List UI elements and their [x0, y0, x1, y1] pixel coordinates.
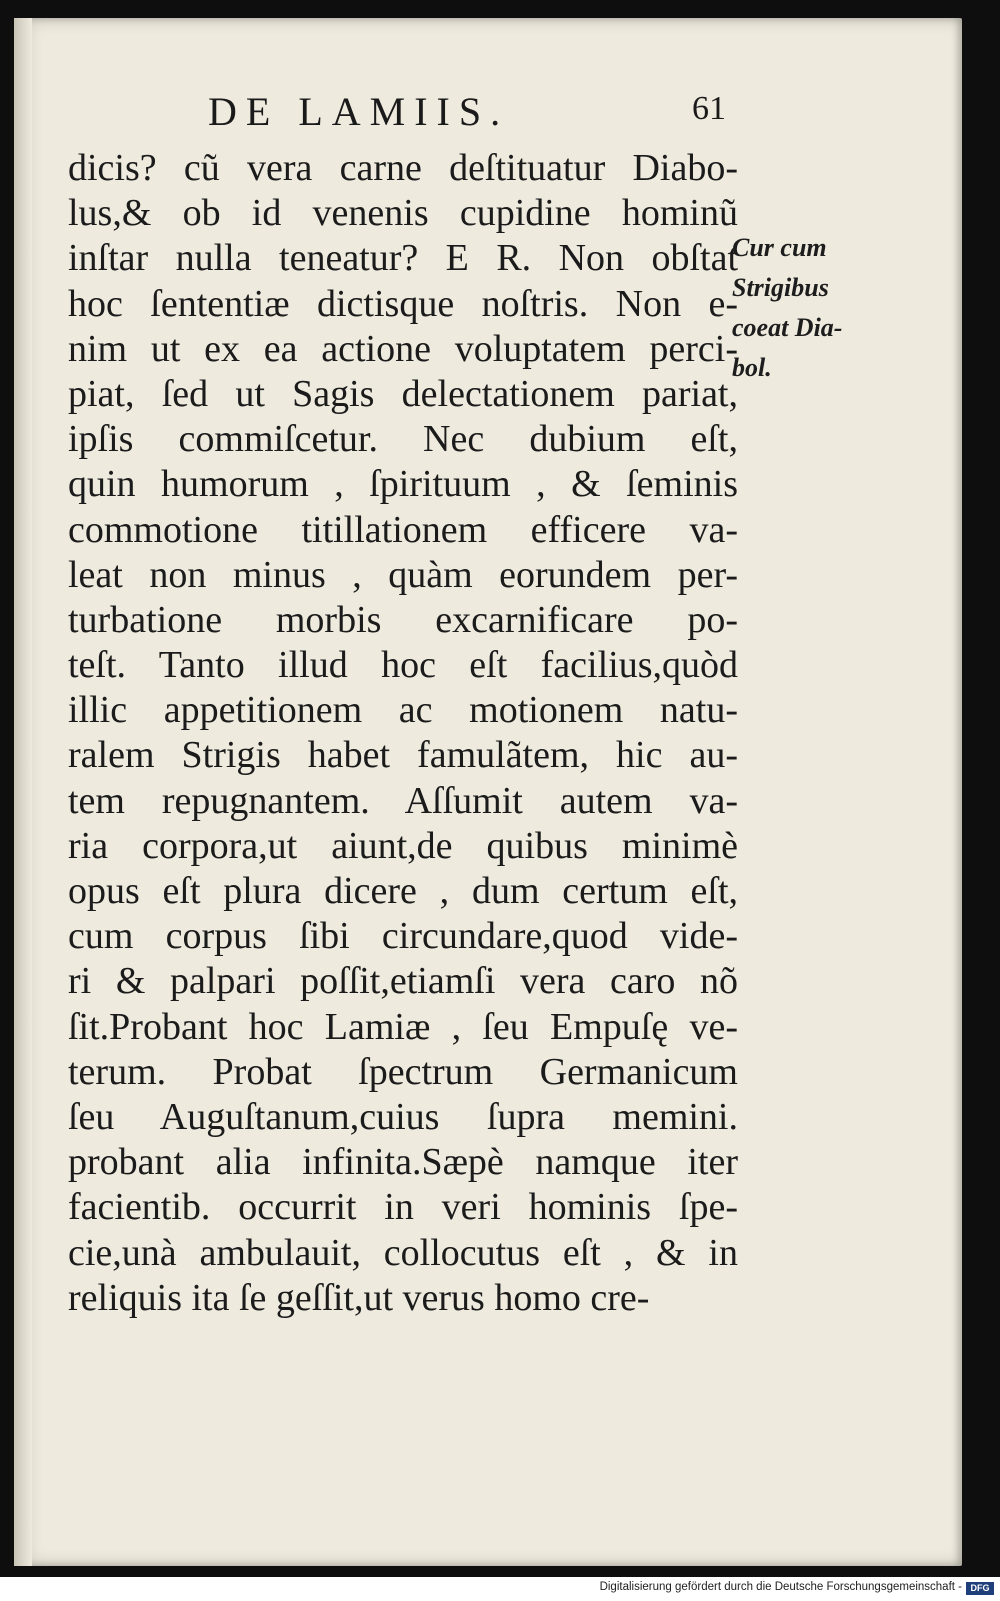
body-line: ria corpora,ut aiunt,de quibus minimè: [68, 824, 738, 867]
body-line: ſit.Probant hoc Lamiæ , ſeu Empuſę ve-: [68, 1005, 738, 1048]
marginal-note-line: Strigibus: [732, 273, 829, 302]
running-title: DE LAMIIS.: [208, 89, 510, 134]
body-line: probant alia infinita.Sæpè namque iter: [68, 1141, 738, 1184]
body-line: cie,unà ambulauit, collocutus eſt , & in: [68, 1231, 738, 1274]
body-line: opus eſt plura dicere , dum certum eſt,: [68, 870, 738, 912]
body-line: quin humorum , ſpirituum , & ſeminis: [68, 463, 738, 506]
body-line: teſt. Tanto illud hoc eſt facilius,quòd: [68, 644, 738, 687]
body-line: dicis? cũ vera carne deſtituatur Diabo-: [68, 147, 738, 189]
page-number: 61: [692, 90, 726, 127]
marginal-note-line: bol.: [732, 353, 772, 382]
footer-bar: [0, 1577, 1000, 1601]
marginal-note: [732, 228, 872, 388]
body-line: ri & palpari poſſit,etiamſi vera caro nõ: [68, 960, 738, 1003]
body-line: tem repugnantem. Aſſumit autem va-: [68, 779, 738, 822]
body-line: terum. Probat ſpectrum Germanicum: [68, 1050, 738, 1093]
marginal-note-line: coeat Dia-: [732, 313, 843, 342]
page-gutter-shadow: [14, 18, 32, 1566]
dfg-logo-icon: DFG: [966, 1582, 994, 1595]
body-line: turbatione morbis excarnificare po-: [68, 598, 738, 641]
body-line: lus,& ob id venenis cupidine hominũ: [68, 192, 738, 235]
body-line: cum corpus ſibi circundare,quod vide-: [68, 915, 738, 958]
body-line: commotione titillationem efficere va-: [68, 508, 738, 551]
body-text: [68, 146, 738, 1321]
body-line: hoc ſententiæ dictisque noſtris. Non e-: [68, 282, 738, 325]
body-line: inſtar nulla teneatur? E R. Non obſtat: [68, 237, 738, 280]
body-line: piat, ſed ut Sagis delectationem pariat,: [68, 372, 738, 415]
running-head: [208, 88, 728, 138]
body-line: ipſis commiſcetur. Nec dubium eſt,: [68, 418, 738, 461]
body-line: reliquis ita ſe geſſit,ut verus homo cre-: [68, 1276, 650, 1319]
body-line: nim ut ex ea actione voluptatem perci-: [68, 327, 738, 370]
footer-credit: Digitalisierung gefördert durch die Deutsche Forschungsgemeinschaft -: [599, 1581, 962, 1593]
body-line: ſeu Auguſtanum,cuius ſupra memini.: [68, 1095, 738, 1138]
body-line: illic appetitionem ac motionem natu-: [68, 689, 738, 732]
body-line: facientib. occurrit in veri hominis ſpe-: [68, 1186, 738, 1229]
marginal-note-line: Cur cum: [732, 233, 827, 262]
body-line: leat non minus , quàm eorundem per-: [68, 553, 738, 596]
body-line: ralem Strigis habet famulãtem, hic au-: [68, 734, 738, 777]
